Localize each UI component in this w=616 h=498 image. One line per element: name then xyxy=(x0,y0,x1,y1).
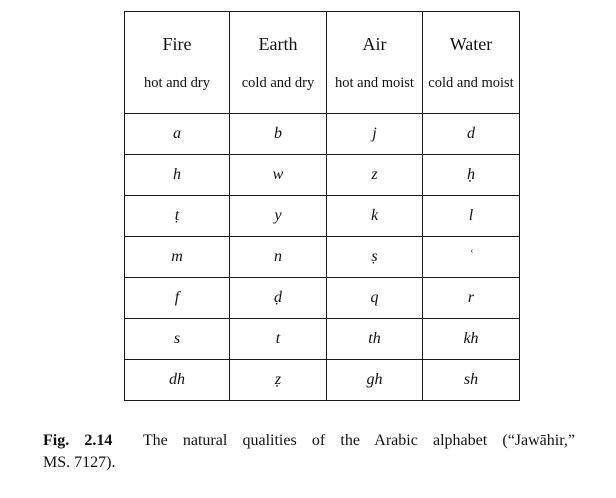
table-row xyxy=(125,360,520,401)
letter-cell: m xyxy=(125,237,230,278)
table-header-row xyxy=(125,12,520,114)
caption-text: The natural qualities of the Arabic alphabet (“Jawāhir,” xyxy=(142,432,576,449)
element-quality: hot and dry xyxy=(143,75,211,91)
table-row xyxy=(125,278,520,319)
letter-cell: th xyxy=(327,319,423,360)
letter-cell: ḍ xyxy=(230,278,327,319)
letter-cell: ṣ xyxy=(327,237,423,278)
letter-cell: q xyxy=(327,278,423,319)
figure-caption xyxy=(43,430,575,452)
letter-cell: r xyxy=(423,278,520,319)
element-quality: cold and dry xyxy=(241,75,315,91)
column-header-water xyxy=(423,12,520,114)
letter-cell: kh xyxy=(423,319,520,360)
letter-cell: ʿ xyxy=(423,237,520,278)
table-row xyxy=(125,114,520,155)
letter-cell: dh xyxy=(125,360,230,401)
letter-cell: j xyxy=(327,114,423,155)
letter-cell: y xyxy=(230,196,327,237)
letter-cell: z xyxy=(327,155,423,196)
table-row xyxy=(125,319,520,360)
letter-cell: a xyxy=(125,114,230,155)
element-quality: hot and moist xyxy=(335,75,414,91)
element-quality: cold and moist xyxy=(428,75,514,91)
table-row xyxy=(125,196,520,237)
letter-cell: sh xyxy=(423,360,520,401)
elemental-letters-table xyxy=(124,11,520,401)
column-header-earth xyxy=(230,12,327,114)
letter-cell: d xyxy=(423,114,520,155)
letter-cell: f xyxy=(125,278,230,319)
letter-cell: w xyxy=(230,155,327,196)
letter-cell: gh xyxy=(327,360,423,401)
column-header-fire xyxy=(125,12,230,114)
column-header-air xyxy=(327,12,423,114)
figure-label: Fig. 2.14 xyxy=(43,432,113,449)
figure-caption-continuation: MS. 7127). xyxy=(43,454,116,471)
letter-cell: s xyxy=(125,319,230,360)
letter-cell: n xyxy=(230,237,327,278)
table-row xyxy=(125,237,520,278)
letter-cell: ḥ xyxy=(423,155,520,196)
letter-cell: h xyxy=(125,155,230,196)
letter-cell: ṭ xyxy=(125,196,230,237)
letter-cell: k xyxy=(327,196,423,237)
element-name: Air xyxy=(362,34,387,54)
letter-cell: b xyxy=(230,114,327,155)
letter-cell: ẓ xyxy=(230,360,327,401)
letter-cell: l xyxy=(423,196,520,237)
element-name: Earth xyxy=(258,34,298,54)
element-name: Fire xyxy=(162,34,192,54)
letter-cell: t xyxy=(230,319,327,360)
table-row xyxy=(125,155,520,196)
element-name: Water xyxy=(449,34,493,54)
